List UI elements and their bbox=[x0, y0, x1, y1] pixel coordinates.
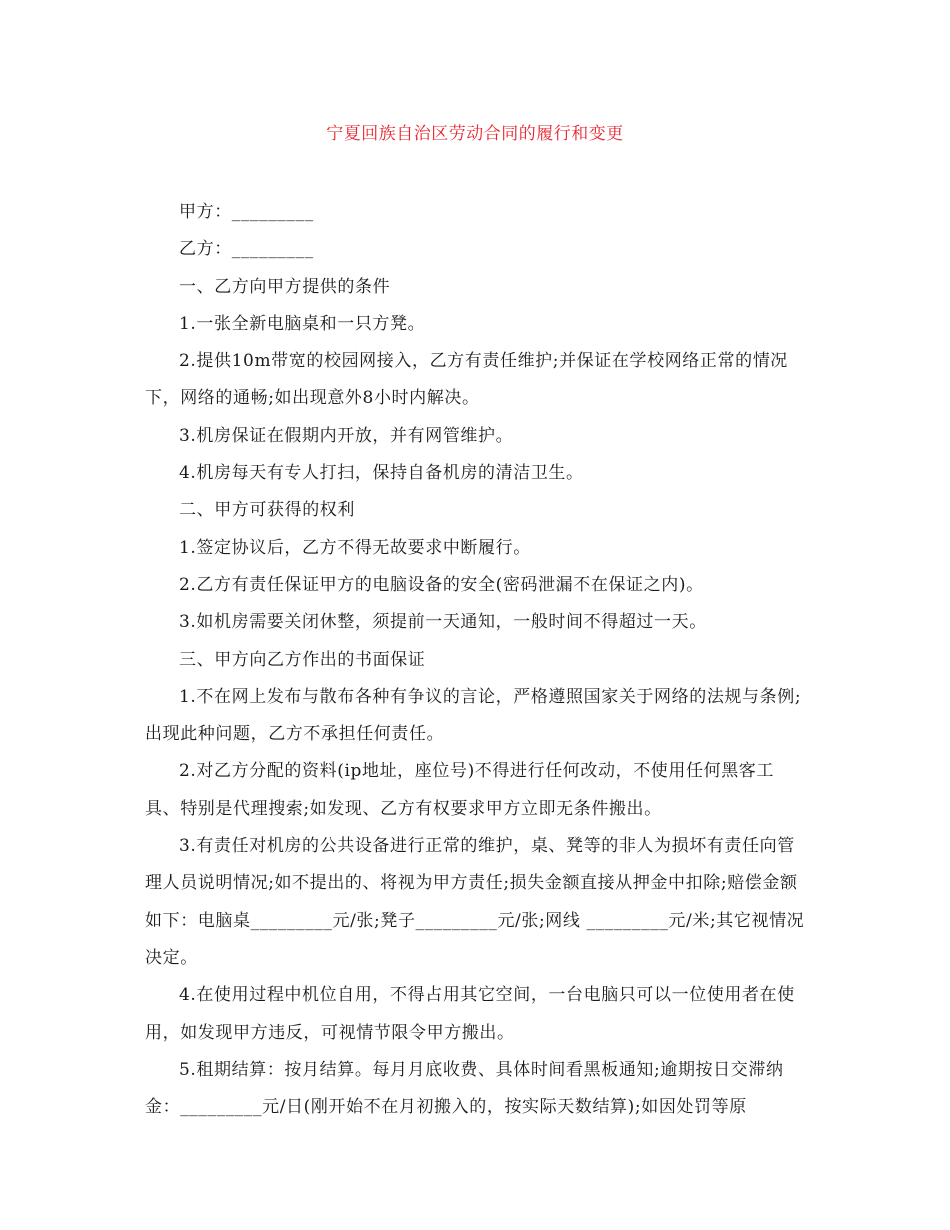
clause-2-1: 1.签定协议后，乙方不得无故要求中断履行。 bbox=[179, 537, 531, 558]
section-heading-2: 二、甲方可获得的权利 bbox=[179, 500, 355, 521]
party-a-line: 甲方：_________ bbox=[179, 202, 314, 222]
party-b-line: 乙方：_________ bbox=[179, 239, 314, 260]
document-title: 宁夏回族自治区劳动合同的履行和变更 bbox=[326, 124, 624, 144]
clause-1-2: 2.提供10m带宽的校园网接入，乙方有责任维护;并保证在学校网络正常的情况下，网络的通畅;如出现意外8小时内解决。 bbox=[145, 351, 788, 409]
clause-1-3: 3.机房保证在假期内开放，并有网管维护。 bbox=[179, 425, 514, 446]
section-heading-1: 一、乙方向甲方提供的条件 bbox=[179, 276, 391, 297]
section-heading-3: 三、甲方向乙方作出的书面保证 bbox=[179, 649, 426, 670]
clause-1-4: 4.机房每天有专人打扫，保持自备机房的清洁卫生。 bbox=[179, 463, 584, 484]
clause-2-3: 3.如机房需要关闭休整，须提前一天通知，一般时间不得超过一天。 bbox=[179, 612, 707, 633]
clause-3-4: 4.在使用过程中机位自用，不得占用其它空间，一台电脑只可以一位使用者在使用，如发现甲方违反，可视情节限令甲方搬出。 bbox=[145, 985, 795, 1043]
clause-3-2: 2.对乙方分配的资料(ip地址，座位号)不得进行任何改动，不使用任何黑客工具、特别是代理搜索;如发现、乙方有权要求甲方立即无条件搬出。 bbox=[145, 761, 775, 819]
document-body bbox=[145, 194, 805, 1126]
clause-1-1: 1.一张全新电脑桌和一只方凳。 bbox=[179, 313, 426, 334]
clause-3-3: 3.有责任对机房的公共设备进行正常的维护，桌、凳等的非人为损坏有责任向管理人员说明情况;如不提出的、将视为甲方责任;损失金额直接从押金中扣除;赔偿金额如下：电脑桌_________元/张;凳子_________元/张;网线 _________元/米;其它视情况决定。 bbox=[145, 836, 805, 968]
clause-2-2: 2.乙方有责任保证甲方的电脑设备的安全(密码泄漏不在保证之内)。 bbox=[179, 574, 704, 595]
clause-3-5: 5.租期结算：按月结算。每月月底收费、具体时间看黑板通知;逾期按日交滞纳金：_________元/日(刚开始不在月初搬入的，按实际天数结算);如因处罚等原 bbox=[145, 1059, 784, 1118]
clause-3-1: 1.不在网上发布与散布各种有争议的言论，严格遵照国家关于网络的法规与条例;出现此种问题，乙方不承担任何责任。 bbox=[145, 686, 802, 745]
